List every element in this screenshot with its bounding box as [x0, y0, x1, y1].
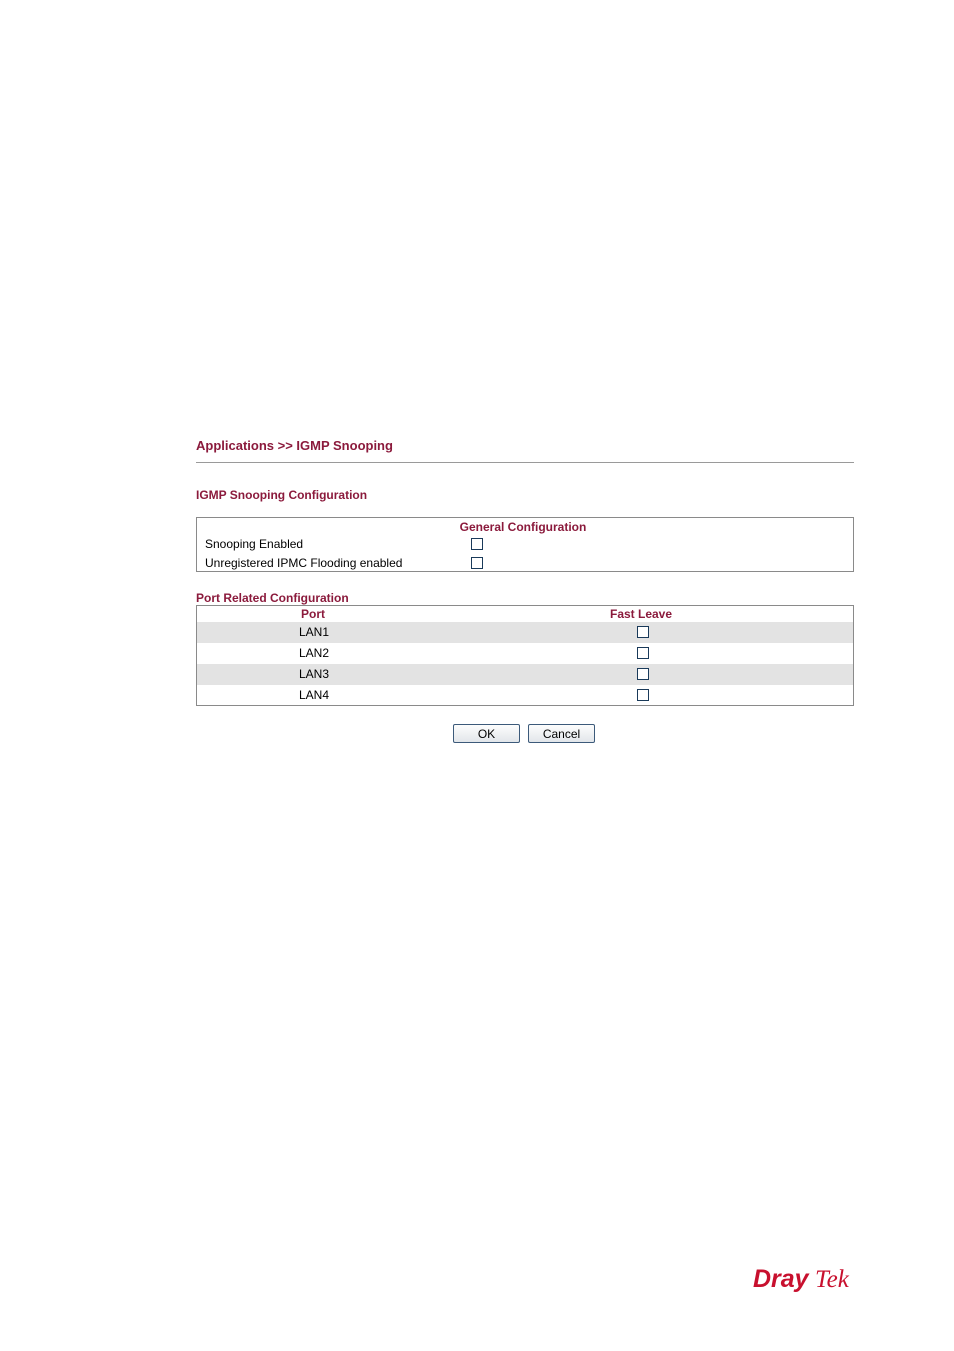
general-configuration-header: General Configuration — [459, 520, 587, 534]
fast-leave-checkbox-lan4[interactable] — [637, 689, 649, 701]
fast-leave-column-header: Fast Leave — [610, 607, 673, 621]
ok-button[interactable]: OK — [453, 724, 520, 743]
fast-leave-checkbox-lan2[interactable] — [637, 647, 649, 659]
port-name: LAN2 — [298, 646, 330, 660]
breadcrumb: Applications >> IGMP Snooping — [196, 438, 393, 453]
port-related-configuration-table — [196, 605, 854, 706]
table-row — [197, 643, 853, 664]
fast-leave-checkbox-lan3[interactable] — [637, 668, 649, 680]
cancel-button[interactable]: Cancel — [528, 724, 595, 743]
unregistered-ipmc-flooding-label: Unregistered IPMC Flooding enabled — [205, 556, 403, 570]
fast-leave-checkbox-lan1[interactable] — [637, 626, 649, 638]
snooping-enabled-label: Snooping Enabled — [205, 537, 304, 551]
title-divider — [196, 462, 854, 463]
port-related-configuration-title: Port Related Configuration — [196, 591, 349, 605]
logo-text-tek: Tek — [815, 1266, 849, 1293]
table-row — [197, 664, 853, 685]
port-name: LAN4 — [298, 688, 330, 702]
section-title: IGMP Snooping Configuration — [196, 488, 368, 502]
table-row — [197, 685, 853, 706]
logo-text-dray: Dray — [753, 1265, 809, 1293]
unregistered-ipmc-flooding-checkbox[interactable] — [471, 557, 483, 569]
port-name: LAN3 — [298, 667, 330, 681]
port-column-header: Port — [301, 607, 325, 621]
snooping-enabled-checkbox[interactable] — [471, 538, 483, 550]
port-name: LAN1 — [298, 625, 330, 639]
table-row — [197, 622, 853, 643]
draytek-logo — [752, 1262, 868, 1296]
general-configuration-panel — [196, 517, 854, 572]
